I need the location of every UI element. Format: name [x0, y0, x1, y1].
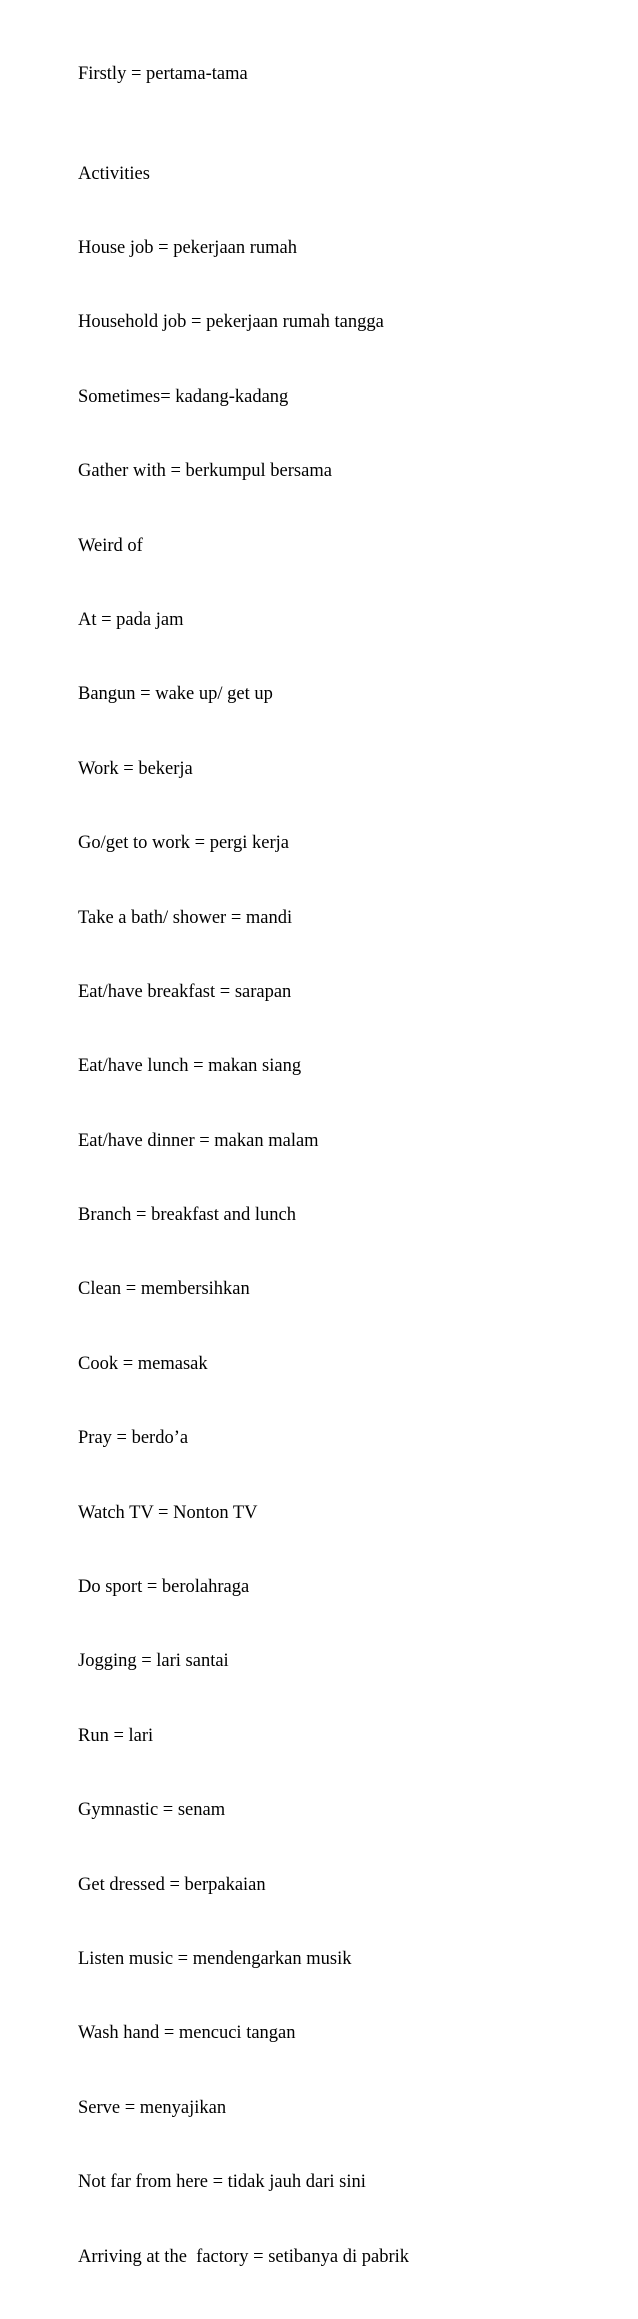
list-item: Branch = breakfast and lunch	[78, 1205, 296, 1226]
list-item: Wash hand = mencuci tangan	[78, 2023, 296, 2044]
list-item: Take a bath/ shower = mandi	[78, 907, 293, 928]
list-item: Household job = pekerjaan rumah tangga	[78, 312, 384, 333]
list-item: Pray = berdo’a	[78, 1428, 189, 1449]
list-item: Cook = memasak	[78, 1353, 208, 1374]
list-item: Activities	[78, 163, 150, 184]
vocabulary-list	[78, 112, 409, 2319]
list-item: Eat/have breakfast = sarapan	[78, 981, 292, 1002]
list-item: At = pada jam	[78, 609, 184, 630]
list-item: Serve = menyajikan	[78, 2097, 227, 2118]
intro-line: Firstly = pertama-tama	[78, 64, 248, 84]
list-item: Weird of	[78, 535, 143, 556]
list-item: Gymnastic = senam	[78, 1800, 226, 1821]
list-item: Arriving at the factory = setibanya di pabrik	[78, 2246, 409, 2267]
list-item: Go/get to work = pergi kerja	[78, 833, 289, 854]
list-item: Sometimes= kadang-kadang	[78, 386, 289, 407]
list-item: Eat/have dinner = makan malam	[78, 1130, 319, 1151]
list-item: House job = pekerjaan rumah	[78, 237, 298, 258]
list-item: Run = lari	[78, 1725, 154, 1746]
list-item: Listen music = mendengarkan musik	[78, 1948, 352, 1969]
list-item: Do sport = berolahraga	[78, 1577, 250, 1598]
list-item: Bangun = wake up/ get up	[78, 684, 273, 705]
list-item: Clean = membersihkan	[78, 1279, 250, 1300]
list-item: Watch TV = Nonton TV	[78, 1502, 258, 1523]
list-item: Jogging = lari santai	[78, 1651, 229, 1672]
list-item: Work = bekerja	[78, 758, 193, 779]
list-item: Not far from here = tidak jauh dari sini	[78, 2172, 366, 2193]
list-item: Eat/have lunch = makan siang	[78, 1056, 302, 1077]
list-item: Get dressed = berpakaian	[78, 1874, 266, 1895]
list-item: Gather with = berkumpul bersama	[78, 461, 332, 482]
